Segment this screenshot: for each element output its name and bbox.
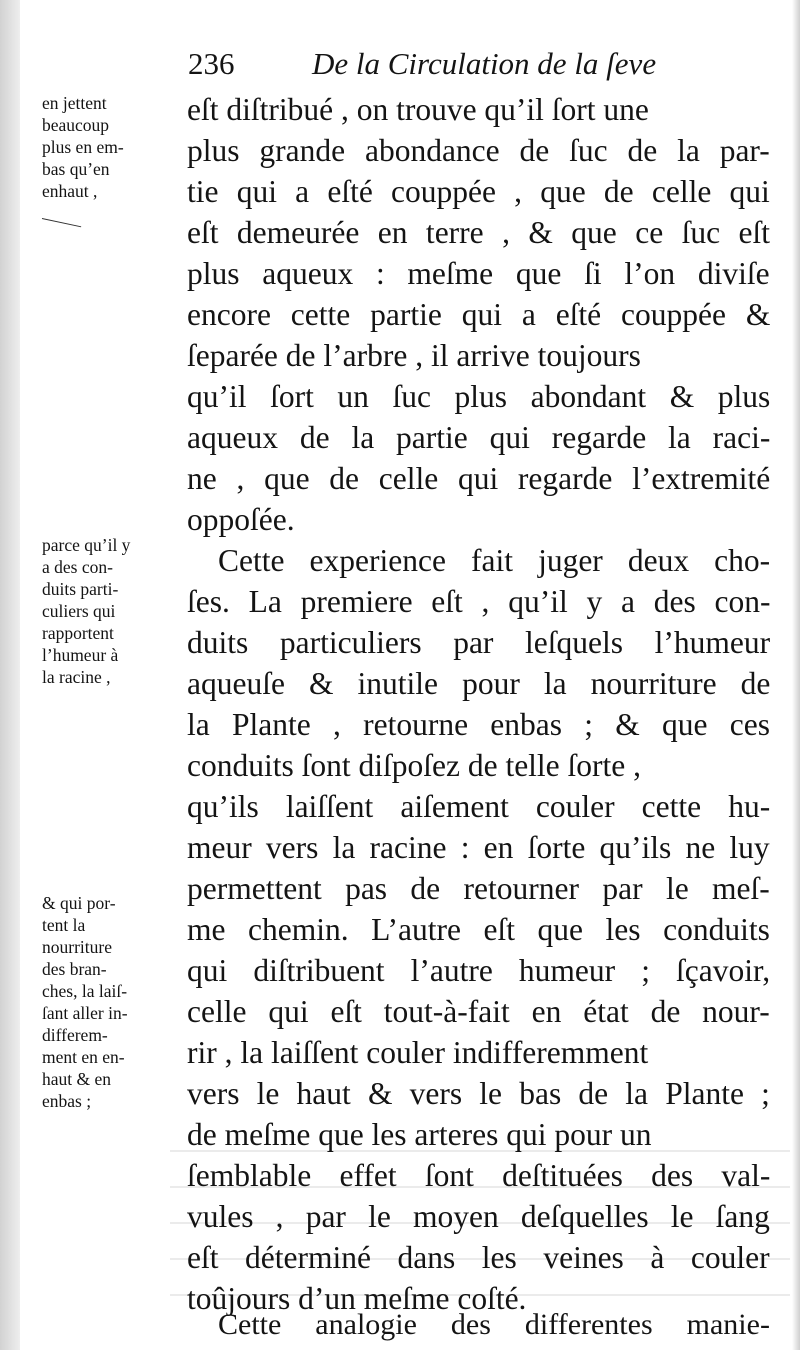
paragraph-first-line: Cette experience fait juger deux cho- (218, 543, 771, 578)
margin-note-line: tent la (42, 915, 86, 935)
margin-note-line: ches, la laiſ- (42, 981, 128, 1001)
margin-note-line: l’humeur à (42, 645, 119, 665)
text-line: plus grande abondance de ſuc de la par- (187, 133, 770, 168)
margin-note-line: nourriture (42, 937, 112, 957)
text-line: aqueuſe & inutile pour la nourriture de (187, 666, 771, 701)
text-line: eſt diſtribué , on trouve qu’il ſort une (187, 92, 649, 127)
text-line: me chemin. L’autre eſt que les conduits (187, 912, 770, 947)
margin-note-line: en jettent (42, 93, 107, 113)
text-line: vers le haut & vers le bas de la Plante ; (187, 1076, 770, 1111)
text-line: de meſme que les arteres qui pour un (187, 1117, 652, 1152)
text-line: ſes. La premiere eſt , qu’il y a des con- (187, 584, 771, 619)
text-line: ſemblable effet ſont deſtituées des val- (187, 1158, 771, 1193)
running-title: De la Circulation de la ſeve (312, 46, 657, 81)
margin-note-line: enbas ; (42, 1091, 92, 1111)
text-line: permettent pas de retourner par le meſ- (187, 871, 770, 906)
margin-note-line: plus en em- (42, 137, 124, 157)
text-line: ne , que de celle qui regarde l’extremité (187, 461, 771, 496)
text-line: plus aqueux : meſme que ſi l’on diviſe (187, 256, 770, 291)
margin-note-line: beaucoup (42, 115, 110, 135)
text-line: rir , la laiſſent couler indifferemment (187, 1035, 649, 1070)
margin-note-line: ſant aller in- (42, 1003, 128, 1023)
margin-note-line: enhaut , (42, 181, 98, 201)
text-line: oppoſée. (187, 502, 295, 537)
page-number: 236 (188, 46, 235, 81)
margin-note-line: bas qu’en (42, 159, 110, 179)
margin-note-line: duits parti- (42, 579, 119, 599)
text-line: qui diſtribuent l’autre humeur ; ſçavoir, (187, 953, 771, 988)
margin-note-line: a des con- (42, 557, 113, 577)
text-line: eſt déterminé dans les veines à couler (187, 1240, 770, 1275)
margin-rule (42, 218, 81, 227)
running-header (188, 46, 768, 90)
text-line: duits particuliers par leſquels l’humeur (187, 625, 771, 660)
margin-note-line: la racine , (42, 667, 111, 687)
text-line: aqueux de la partie qui regarde la raci- (187, 420, 771, 455)
page-edge (792, 0, 800, 1350)
text-line: ſeparée de l’arbre , il arrive toujours (187, 338, 641, 373)
text-line: qu’il ſort un ſuc plus abondant & plus (187, 379, 771, 414)
text-line: meur vers la racine : en ſorte qu’ils ne luy (187, 830, 770, 865)
text-line: qu’ils laiſſent aiſement couler cette hu- (187, 789, 771, 824)
margin-note-line: culiers qui (42, 601, 116, 621)
margin-note-line: haut & en (42, 1069, 112, 1089)
margin-note-line: rapportent (42, 623, 114, 643)
margin-note-line: parce qu’il y (42, 535, 131, 555)
text-line: tie qui a eſté couppée , que de celle qui (187, 174, 770, 209)
text-line: vules , par le moyen deſquelles le ſang (187, 1199, 770, 1234)
margin-note-line: & qui por- (42, 893, 116, 913)
text-line: encore cette partie qui a eſté couppée & (187, 297, 771, 332)
margin-note-line: ment en en- (42, 1047, 125, 1067)
text-line: toûjours d’un meſme coſté. (187, 1281, 527, 1316)
margin-note-line: des bran- (42, 959, 107, 979)
text-line: celle qui eſt tout-à-fait en état de nour- (187, 994, 770, 1029)
paragraph-first-line: Cette analogie des differentes manie- (218, 1308, 770, 1341)
text-line: la Plante , retourne enbas ; & que ces (187, 707, 771, 742)
text-line: eſt demeurée en terre , & que ce ſuc eſt (187, 215, 771, 250)
margin-note-line: differem- (42, 1025, 108, 1045)
text-line: conduits ſont diſpoſez de telle ſorte , (187, 748, 642, 783)
page-gutter (0, 0, 20, 1350)
